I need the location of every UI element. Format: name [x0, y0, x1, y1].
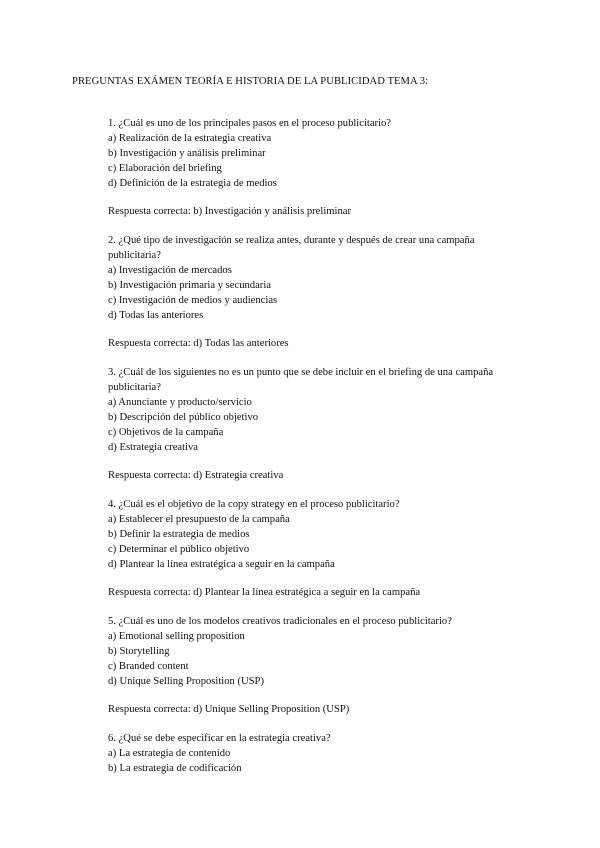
question-block-1: [108, 116, 528, 191]
answer-2: Respuesta correcta: d) Todas las anteriores: [108, 338, 289, 349]
option-d: d) Plantear la línea estratégica a seguir en la campaña: [108, 559, 335, 570]
answer-3: Respuesta correcta: d) Estrategia creativa: [108, 470, 284, 481]
option-b: b) Definir la estrategia de medios: [108, 529, 250, 540]
option-d: d) Definición de la estrategia de medios: [108, 178, 277, 189]
answer-4: Respuesta correcta: d) Plantear la línea estratégica a seguir en la campaña: [108, 587, 421, 598]
option-a: a) Realización de la estrategia creativa: [108, 133, 272, 144]
question-block-6: [108, 731, 528, 776]
document-title: PREGUNTAS EXÁMEN TEORÍA E HISTORIA DE LA PUBLICIDAD TEMA 3:: [72, 76, 429, 87]
option-b: b) Storytelling: [108, 646, 170, 657]
question-text: 2. ¿Qué tipo de investigación se realiza antes, durante y después de crear una campaña: [108, 235, 475, 246]
option-b: b) Investigación primaria y secundaria: [108, 280, 271, 291]
question-block-5: [108, 614, 528, 689]
question-text: 3. ¿Cuál de los siguientes no es un punto que se debe incluir en el briefing de una campaña: [108, 367, 494, 378]
option-c: c) Determinar el público objetivo: [108, 544, 250, 555]
option-a: a) Investigación de mercados: [108, 265, 232, 276]
question-text: 4. ¿Cuál es el objetivo de la copy strategy en el proceso publicitario?: [108, 499, 400, 510]
option-a: a) La estrategia de contenido: [108, 748, 231, 759]
option-c: c) Objetivos de la campaña: [108, 427, 224, 438]
answer-5: Respuesta correcta: d) Unique Selling Proposition (USP): [108, 704, 350, 715]
question-text: 5. ¿Cuál es uno de los modelos creativos tradicionales en el proceso publicitario?: [108, 616, 452, 627]
question-block-4: [108, 497, 528, 572]
option-d: d) Estrategia creativa: [108, 442, 198, 453]
option-a: a) Anunciante y producto/servicio: [108, 397, 252, 408]
question-text-continued: publicitaria?: [108, 382, 161, 393]
option-c: c) Investigación de medios y audiencias: [108, 295, 278, 306]
option-c: c) Branded content: [108, 661, 189, 672]
option-d: d) Todas las anteriores: [108, 310, 204, 321]
option-a: a) Establecer el presupuesto de la campaña: [108, 514, 290, 525]
option-d: d) Unique Selling Proposition (USP): [108, 676, 264, 687]
question-block-2: [108, 233, 528, 323]
question-text-continued: publicitaria?: [108, 250, 161, 261]
option-b: b) Descripción del público objetivo: [108, 412, 259, 423]
option-a: a) Emotional selling proposition: [108, 631, 245, 642]
question-text: 6. ¿Qué se debe especificar en la estrategia creativa?: [108, 733, 331, 744]
option-b: b) Investigación y análisis preliminar: [108, 148, 266, 159]
option-c: c) Elaboración del briefing: [108, 163, 222, 174]
question-block-3: [108, 365, 528, 455]
question-text: 1. ¿Cuál es uno de los principales pasos en el proceso publicitario?: [108, 118, 392, 129]
answer-1: Respuesta correcta: b) Investigación y análisis preliminar: [108, 206, 351, 217]
option-b: b) La estrategia de codificación: [108, 763, 242, 774]
